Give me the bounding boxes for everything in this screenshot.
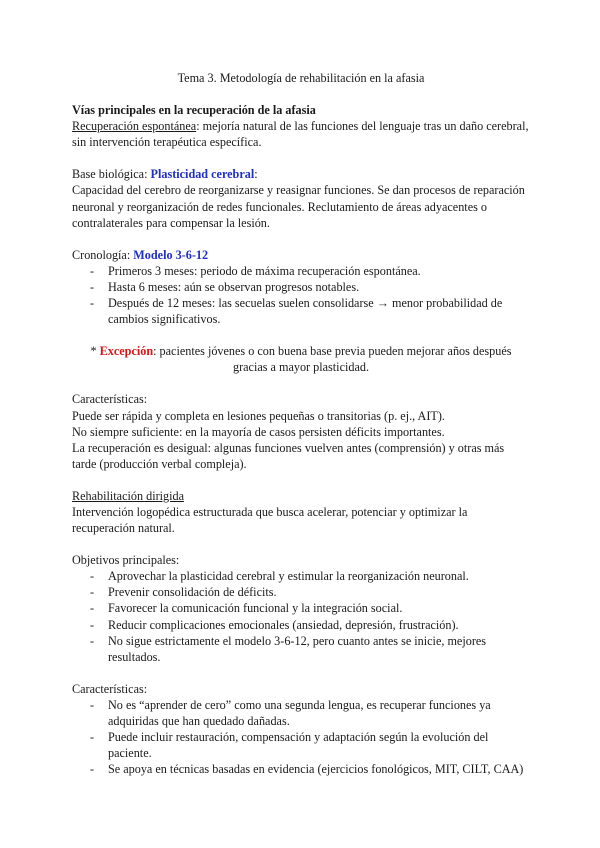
excepcion-text: : pacientes jóvenes o con buena base previa pueden mejorar años después bbox=[153, 344, 512, 359]
list-item: - Puede incluir restauración, compensación y adaptación según la evolución del paciente. bbox=[108, 729, 530, 761]
cronologia-list bbox=[72, 263, 530, 327]
caracteristicas1-line: No siempre suficiente: en la mayoría de casos persisten déficits importantes. bbox=[72, 424, 445, 439]
excepcion-line1 bbox=[72, 343, 530, 359]
base-colon: : bbox=[254, 167, 258, 182]
base-label: Base biológica: bbox=[72, 167, 151, 182]
base-label-line bbox=[72, 166, 530, 182]
list-item: - No es “aprender de cero” como una segunda lengua, es recuperar funciones ya adquiridas que han quedado dañadas. bbox=[108, 697, 530, 729]
objetivos-list bbox=[72, 568, 530, 665]
caracteristicas1-label: Características: bbox=[72, 392, 148, 407]
list-item: - Favorecer la comunicación funcional y la integración social. bbox=[108, 600, 530, 616]
document-title: Tema 3. Metodología de rehabilitación en la afasia bbox=[177, 71, 425, 85]
espontanea-label: Recuperación espontánea bbox=[72, 119, 197, 134]
list-item: - Primeros 3 meses: periodo de máxima recuperación espontánea. bbox=[108, 263, 530, 279]
list-item: - Después de 12 meses: las secuelas suelen consolidarse → menor probabilidad de cambios significativos. bbox=[108, 295, 530, 327]
list-item: - Reducir complicaciones emocionales (ansiedad, depresión, frustración). bbox=[108, 617, 530, 633]
base-text: Capacidad del cerebro de reorganizarse y reasignar funciones. Se dan procesos de reparación neuronal y reorganización de redes funcionales. Reclutamiento de áreas adyacentes o contralaterales para compensar la lesión. bbox=[72, 183, 525, 230]
excepcion-star: * bbox=[90, 344, 100, 359]
objetivos-label: Objetivos principales: bbox=[72, 553, 180, 568]
caracteristicas2-label: Características: bbox=[72, 681, 148, 696]
list-item: - Se apoya en técnicas basadas en evidencia (ejercicios fonológicos, MIT, CILT, CAA) bbox=[108, 761, 530, 777]
caracteristicas1-line: Puede ser rápida y completa en lesiones pequeñas o transitorias (p. ej., AIT). bbox=[72, 408, 445, 423]
list-item: - Prevenir consolidación de déficits. bbox=[108, 584, 530, 600]
cronologia-label-line bbox=[72, 247, 530, 263]
espontanea-paragraph bbox=[72, 118, 530, 150]
excepcion-line2: gracias a mayor plasticidad. bbox=[232, 360, 370, 375]
section-heading-vias: Vías principales en la recuperación de la afasia bbox=[72, 103, 316, 118]
list-item: - Aprovechar la plasticidad cerebral y estimular la reorganización neuronal. bbox=[108, 568, 530, 584]
caracteristicas2-list bbox=[72, 697, 530, 777]
excepcion-label: Excepción bbox=[99, 344, 154, 359]
base-highlight: Plasticidad cerebral bbox=[150, 167, 255, 182]
espontanea-text: : mejoría natural de las funciones del lenguaje tras un daño cerebral, sin intervención terapéutica específica. bbox=[72, 119, 529, 150]
caracteristicas1-line: La recuperación es desigual: algunas funciones vuelven antes (comprensión) y otras más tarde (producción verbal compleja). bbox=[72, 440, 505, 471]
list-item: - Hasta 6 meses: aún se observan progresos notables. bbox=[108, 279, 530, 295]
rehabilitacion-label: Rehabilitación dirigida bbox=[72, 488, 185, 503]
cronologia-highlight: Modelo 3-6-12 bbox=[133, 247, 209, 262]
rehabilitacion-text: Intervención logopédica estructurada que busca acelerar, potenciar y optimizar la recuperación natural. bbox=[72, 504, 468, 536]
list-item: - No sigue estrictamente el modelo 3-6-12, pero cuanto antes se inicie, mejores resultados. bbox=[108, 633, 530, 665]
cronologia-label: Cronología: bbox=[72, 247, 134, 262]
